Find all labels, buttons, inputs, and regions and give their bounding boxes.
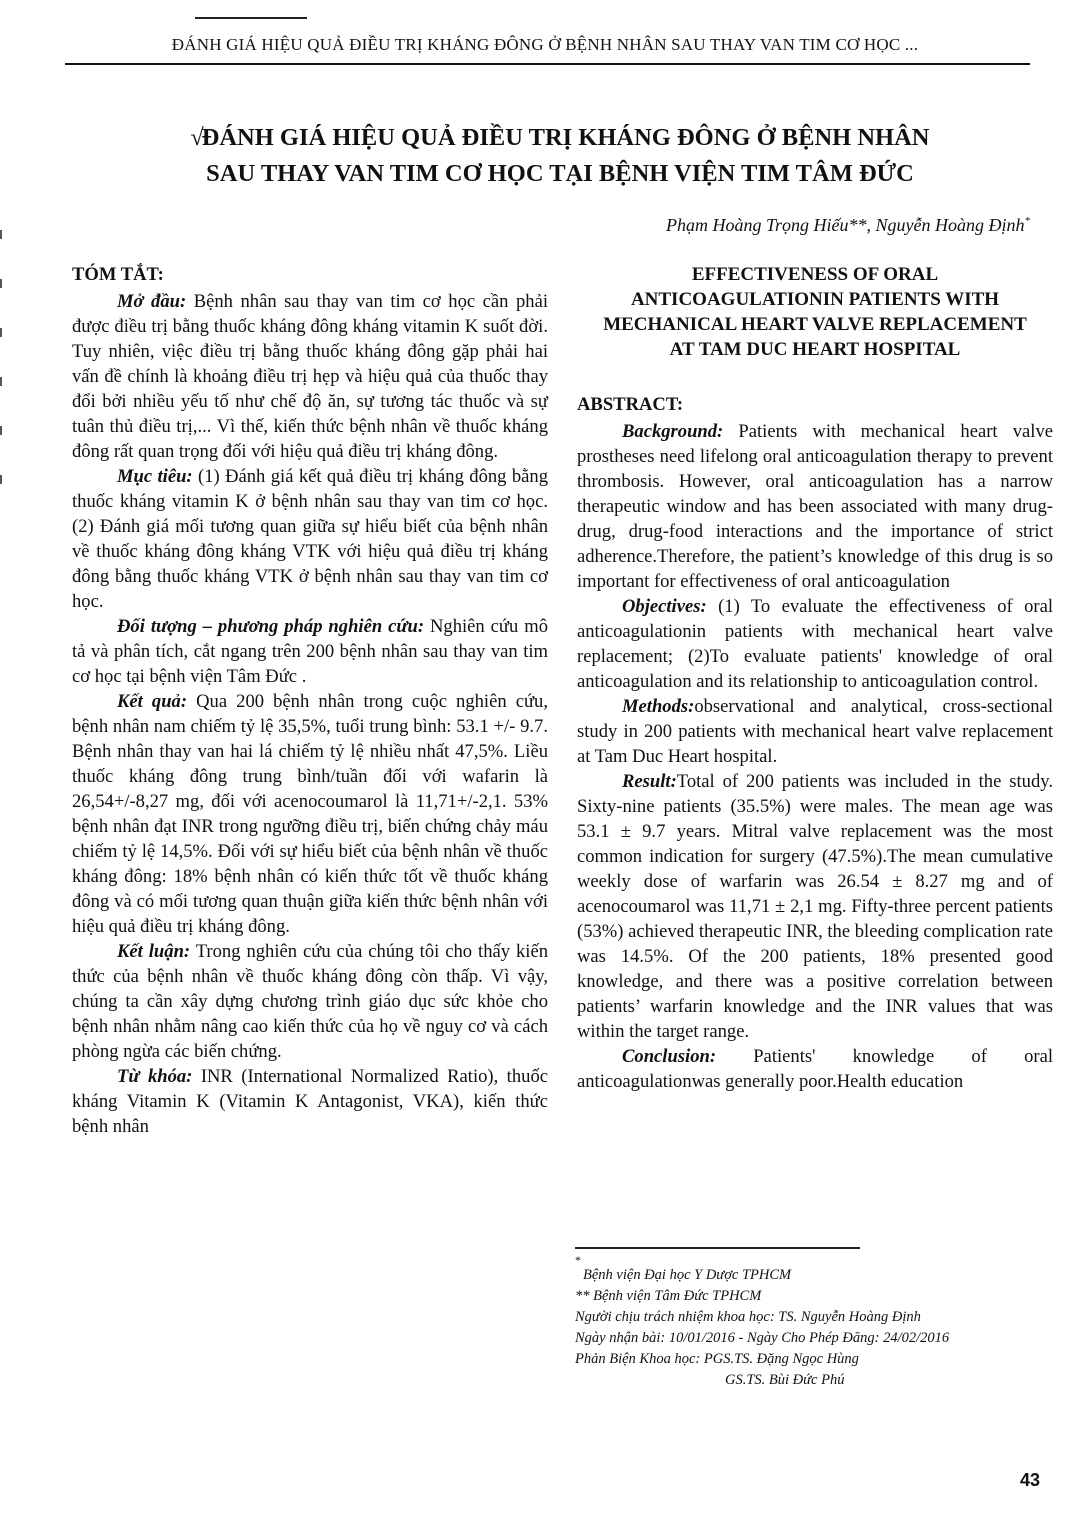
scan-artifact-rule [195, 17, 307, 19]
paragraph-text: (1) Đánh giá kết quả điều trị kháng đông bằng thuốc kháng vitamin K ở bệnh nhân sau thay van tim cơ học. (2) Đánh giá mối tương quan giữa sự hiểu biết của bệnh nhân về thuốc kháng đông kháng VTK với hiệu quả điều trị kháng đông bằng thuốc kháng VTK ở bệnh nhân sau thay van tim cơ học. [72, 466, 548, 612]
author-1: Phạm Hoàng Trọng Hiếu [666, 215, 849, 235]
paragraph-lead: Background: [622, 421, 724, 442]
abstract-paragraph-result [577, 769, 1053, 1044]
margin-marks [0, 230, 4, 524]
paragraph-text: Trong nghiên cứu của chúng tôi cho thấy kiến thức của bệnh nhân về thuốc kháng đông còn thấp. Vì vậy, chúng ta cần xây dựng chương trình giáo dục sức khỏe cho bệnh nhân nhằm nâng cao kiến thức của họ về nguy cơ và cách phòng ngừa các biến chứng. [72, 941, 549, 1062]
paragraph-lead: Result: [622, 771, 677, 792]
english-title-line: AT TAM DUC HEART HOSPITAL [669, 339, 961, 360]
title-line-2: SAU THAY VAN TIM CƠ HỌC TẠI BỆNH VIỆN TIM TÂM ĐỨC [206, 160, 914, 187]
paragraph-lead: Kết quả: [117, 691, 188, 712]
footnote-responsible: Người chịu trách nhiệm khoa học: TS. Nguyễn Hoàng Định [575, 1309, 921, 1325]
vietnamese-summary-column [72, 262, 548, 1139]
abstract-paragraph-background [577, 419, 1053, 594]
footnote-mark: * [575, 1253, 581, 1267]
abstract-paragraph-methods [577, 694, 1053, 769]
paragraph-text: Bệnh nhân sau thay van tim cơ học cần phải được điều trị bằng thuốc kháng đông kháng vitamin K suốt đời. Tuy nhiên, việc điều trị bằng thuốc kháng đông gặp phải hai vấn đề chính là khoảng điều trị hẹp và hiệu quả của thuốc thay đổi bởi nhiều yếu tố như chế độ ăn, sự tương tác thuốc và sự tuân thủ điều trị,... Vì thế, kiến thức bệnh nhân về thuốc kháng đông rất quan trọng đối với hiệu quả điều trị kháng đông. [72, 291, 548, 462]
title-line-1: ĐÁNH GIÁ HIỆU QUẢ ĐIỀU TRỊ KHÁNG ĐÔNG Ở BỆNH NHÂN [201, 124, 930, 151]
article-title [190, 120, 930, 192]
summary-paragraph-objectives [72, 464, 548, 614]
summary-paragraph-methods [72, 614, 548, 689]
paragraph-lead: Mục tiêu: [117, 466, 193, 487]
paragraph-lead: Đối tượng – phương pháp nghiên cứu: [117, 616, 425, 637]
paragraph-text: Qua 200 bệnh nhân trong cuộc nghiên cứu, bệnh nhân nam chiếm tỷ lệ 35,5%, tuổi trung bình: 53.1 +/- 9.7. Bệnh nhân thay van hai lá chiếm tỷ lệ nhiều nhất 47,5%. Liều thuốc kháng đông trung bình/tuần đối với wafarin là 26,54+/-8,27 mg, đối với acenocoumarol là 11,71+/-2,1. 53% bệnh nhân đạt INR trong ngưỡng điều trị, biến chứng chảy máu chiếm tỷ lệ 14,5%. Đối với sự hiểu biết của bệnh nhân về thuốc kháng đông: 18% bệnh nhân có kiến thức tốt về thuốc kháng đông và có mối tương quan thuận giữa kiến thức bệnh nhân với hiệu quả điều trị kháng đông. [72, 691, 548, 937]
footnote-reviewer-2: GS.TS. Bùi Đức Phú [725, 1372, 845, 1388]
abstract-heading: ABSTRACT: [577, 394, 684, 415]
page-number: 43 [1020, 1470, 1041, 1490]
author-1-mark: ** [848, 215, 867, 235]
paragraph-text: (1) To evaluate the effectiveness of oral anticoagulationin patients with mechanical heart valve replacement; (2)To evaluate patients' knowledge of oral anticoagulation and its relationship to anticoagulation control. [577, 596, 1053, 692]
author-2: Nguyễn Hoàng Định [875, 215, 1025, 235]
summary-paragraph-results [72, 689, 548, 939]
footnote-affiliation-1: Bệnh viện Đại học Y Dược TPHCM [583, 1267, 792, 1283]
running-header: ĐÁNH GIÁ HIỆU QUẢ ĐIỀU TRỊ KHÁNG ĐÔNG Ở BỆNH NHÂN SAU THAY VAN TIM CƠ HỌC ... [171, 35, 919, 54]
english-title-line: EFFECTIVENESS OF ORAL [691, 264, 939, 285]
header-rule [65, 63, 1030, 65]
footnote-rule [575, 1247, 860, 1249]
paragraph-lead: Kết luận: [117, 941, 191, 962]
english-abstract-column [577, 262, 1053, 1094]
footnote-dates: Ngày nhận bài: 10/01/2016 - Ngày Cho Phép Đăng: 24/02/2016 [575, 1330, 950, 1346]
summary-paragraph-keywords [72, 1064, 548, 1139]
author-separator: , [866, 215, 876, 235]
paragraph-text: Total of 200 patients was included in the study. Sixty-nine patients (35.5%) were males. The mean age was 53.1 ± 9.7 years. Mitral valve replacement was the most common indication for surgery (47.5%).The mean cumulative weekly dose of warfarin was 26.54 ± 8.27 mg and of acenocoumarol was 11,71 ± 2,1 mg. Fifty-three percent patients (53%) achieved therapeutic INR, the bleeding complication rate was 14.5%. Of the 200 patients, 18% presented good knowledge, and there was a positive correlation between patients’ warfarin knowledge and the INR values that was within the target range. [577, 771, 1054, 1042]
english-title-line: ANTICOAGULATIONIN PATIENTS WITH [630, 289, 1000, 310]
paragraph-lead: Methods: [622, 696, 695, 717]
footnotes [575, 1255, 1045, 1391]
paragraph-text: Nghiên cứu mô tả và phân tích, cắt ngang trên 200 bệnh nhân sau thay van tim cơ học tại bệnh viện Tâm Đức . [72, 616, 548, 687]
summary-paragraph-conclusion [72, 939, 548, 1064]
paragraph-lead: Từ khóa: [117, 1066, 193, 1087]
paragraph-text: Patients with mechanical heart valve prostheses need lifelong oral anticoagulation therapy to prevent thrombosis. However, oral anticoagulation has a narrow therapeutic window and has been associated with many drug-drug, drug-food interactions and the importance of strict adherence.Therefore, the patient’s knowledge of this drug is so important for effectiveness of oral anticoagulation [577, 421, 1053, 592]
english-title-line: MECHANICAL HEART VALVE REPLACEMENT [603, 314, 1027, 335]
footnote-affiliation-2: ** Bệnh viện Tâm Đức TPHCM [575, 1288, 762, 1304]
paragraph-text: Patients' knowledge of oral anticoagulationwas generally poor.Health education [577, 1046, 1053, 1092]
paragraph-text: INR (International Normalized Ratio), thuốc kháng Vitamin K (Vitamin K Antagonist, VKA), kiến thức bệnh nhân [72, 1066, 548, 1137]
english-title [577, 262, 1053, 362]
abstract-paragraph-conclusion [577, 1044, 1053, 1094]
paragraph-text: observational and analytical, cross-sectional study in 200 patients with mechanical heart valve replacement at Tam Duc Heart hospital. [577, 696, 1053, 767]
paragraph-lead: Conclusion: [622, 1046, 717, 1067]
summary-heading: TÓM TẮT: [72, 264, 164, 285]
footnote-reviewer-1: Phản Biện Khoa học: PGS.TS. Đặng Ngọc Hùng [575, 1351, 859, 1367]
summary-paragraph-intro [72, 289, 548, 464]
abstract-paragraph-objectives [577, 594, 1053, 694]
authors [600, 215, 1030, 236]
paragraph-lead: Mở đầu: [117, 291, 187, 312]
author-2-mark: * [1024, 215, 1030, 227]
paragraph-lead: Objectives: [622, 596, 707, 617]
check-mark-icon: √ [190, 125, 204, 151]
